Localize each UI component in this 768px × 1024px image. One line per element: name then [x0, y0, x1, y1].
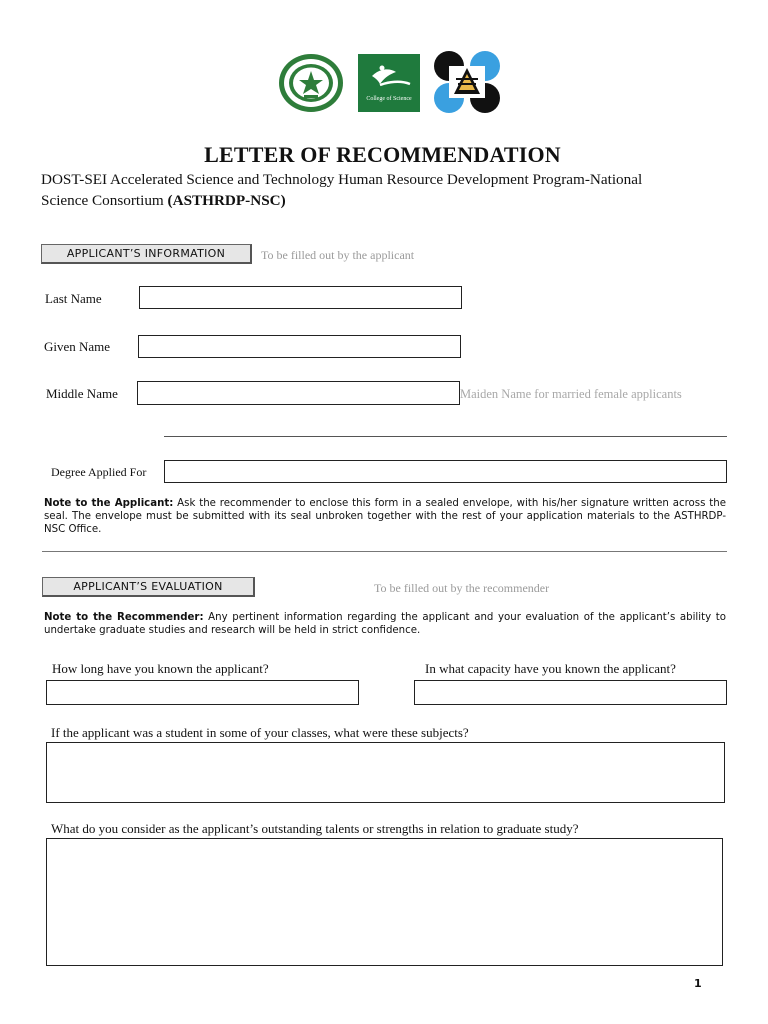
- capacity-field[interactable]: [414, 680, 727, 705]
- middle-name-hint: Maiden Name for married female applicants: [460, 387, 682, 401]
- middle-name-label: Middle Name: [46, 386, 118, 401]
- section-divider: [42, 551, 727, 552]
- note-to-recommender-label: Note to the Recommender:: [44, 612, 204, 623]
- applicant-evaluation-tab: APPLICANT’S EVALUATION: [42, 577, 255, 597]
- program-subtitle-line2: [41, 192, 286, 210]
- how-long-field[interactable]: [46, 680, 359, 705]
- recommender-fill-hint: To be filled out by the recommender: [374, 581, 550, 595]
- note-to-applicant-text: Ask the recommender to enclose this form in a sealed envelope, with his/her signature written across the seal. The envelope must be submitted with its seal unbroken together with the rest of your application materials to the ASTHRDP-NSC Office.: [44, 498, 726, 535]
- signature-line: [164, 436, 727, 437]
- last-name-label: Last Name: [45, 291, 102, 306]
- college-of-science-text: College of Science: [366, 96, 412, 102]
- how-long-question: How long have you known the applicant?: [52, 661, 269, 676]
- given-name-field[interactable]: [138, 335, 461, 358]
- program-subtitle-plain: Science Consortium: [41, 192, 168, 209]
- degree-applied-label: Degree Applied For: [51, 465, 147, 479]
- page-number: 1: [694, 977, 702, 990]
- applicant-fill-hint: To be filled out by the applicant: [261, 248, 415, 262]
- capacity-question: In what capacity have you known the applicant?: [425, 661, 676, 676]
- talents-question: What do you consider as the applicant’s outstanding talents or strengths in relation to graduate study?: [51, 821, 579, 836]
- subjects-field[interactable]: [46, 742, 725, 803]
- note-to-applicant: [44, 497, 726, 536]
- page-title: LETTER OF RECOMMENDATION: [204, 142, 561, 167]
- degree-applied-field[interactable]: [164, 460, 727, 483]
- note-to-recommender: [44, 611, 726, 637]
- talents-field[interactable]: [46, 838, 723, 966]
- middle-name-field[interactable]: [137, 381, 460, 405]
- given-name-label: Given Name: [44, 339, 111, 354]
- note-to-recommender-text: Any pertinent information regarding the applicant and your evaluation of the applicant’s ability to undertake graduate studies and research will be held in strict confidence.: [44, 612, 726, 636]
- applicant-information-tab: APPLICANT’S INFORMATION: [41, 244, 252, 264]
- dost-logo: [432, 50, 502, 114]
- college-of-science-logo: [358, 54, 420, 112]
- subjects-question: If the applicant was a student in some of your classes, what were these subjects?: [51, 725, 469, 740]
- program-acronym: (ASTHRDP-NSC): [167, 192, 286, 209]
- last-name-field[interactable]: [139, 286, 462, 309]
- program-subtitle-line1: DOST-SEI Accelerated Science and Technology Human Resource Development Program-National: [41, 171, 643, 188]
- dlsu-seal-logo: [278, 53, 344, 113]
- note-to-applicant-label: Note to the Applicant:: [44, 498, 174, 509]
